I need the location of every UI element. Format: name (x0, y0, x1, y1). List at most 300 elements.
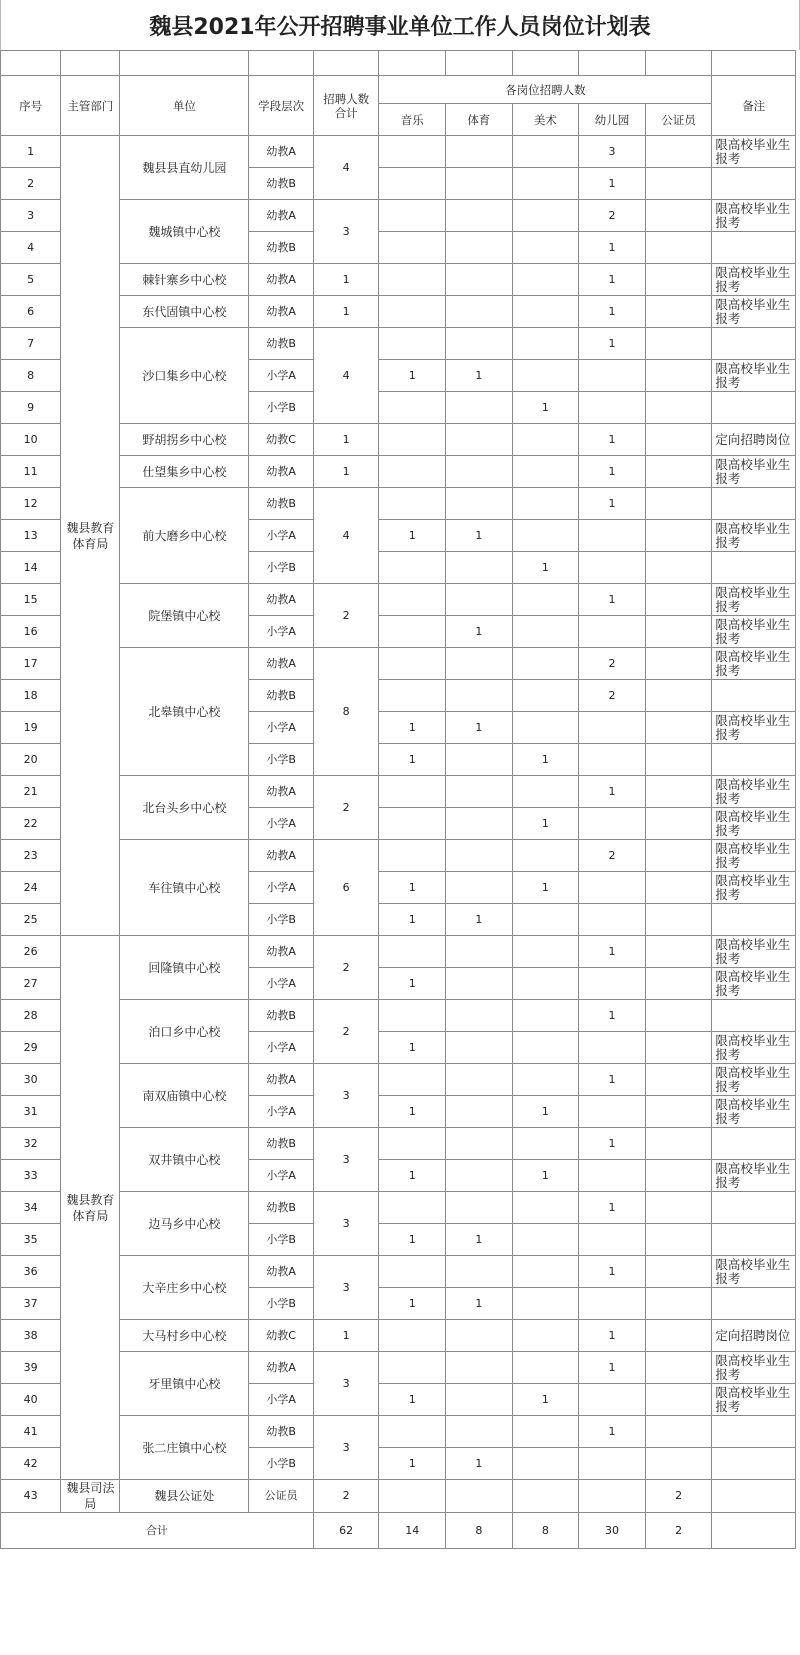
art-cell (512, 328, 579, 360)
notary-cell: 2 (645, 1480, 712, 1513)
unit-cell: 张二庄镇中心校 (120, 1416, 249, 1480)
seq-cell: 14 (1, 552, 61, 584)
total-art: 8 (512, 1513, 579, 1549)
notary-cell (645, 456, 712, 488)
total-music: 14 (379, 1513, 446, 1549)
level-cell: 小学B (249, 392, 313, 424)
art-cell (512, 1064, 579, 1096)
art-cell (512, 264, 579, 296)
total-cell: 4 (313, 488, 379, 584)
pe-cell (446, 200, 513, 232)
note-cell (712, 392, 796, 424)
music-cell (379, 840, 446, 872)
seq-cell: 39 (1, 1352, 61, 1384)
page-title: 魏县2021年公开招聘事业单位工作人员岗位计划表 (0, 0, 800, 50)
blank-cell (120, 51, 249, 76)
pe-cell: 1 (446, 1448, 513, 1480)
table-row (1, 648, 796, 680)
art-cell (512, 1320, 579, 1352)
kindergarten-cell (579, 1288, 646, 1320)
art-cell (512, 360, 579, 392)
level-cell: 幼教B (249, 1128, 313, 1160)
header-level: 学段层次 (249, 76, 313, 136)
unit-cell: 魏县公证处 (120, 1480, 249, 1513)
seq-cell: 10 (1, 424, 61, 456)
note-cell: 限高校毕业生报考 (712, 520, 796, 552)
music-cell: 1 (379, 1384, 446, 1416)
level-cell: 幼教A (249, 1352, 313, 1384)
seq-cell: 32 (1, 1128, 61, 1160)
kindergarten-cell (579, 520, 646, 552)
level-cell: 小学A (249, 520, 313, 552)
level-cell: 小学A (249, 616, 313, 648)
unit-cell: 南双庙镇中心校 (120, 1064, 249, 1128)
note-cell: 定向招聘岗位 (712, 424, 796, 456)
art-cell (512, 616, 579, 648)
music-cell: 1 (379, 712, 446, 744)
seq-cell: 28 (1, 1000, 61, 1032)
unit-cell: 魏城镇中心校 (120, 200, 249, 264)
music-cell (379, 680, 446, 712)
level-cell: 幼教A (249, 776, 313, 808)
music-cell (379, 1192, 446, 1224)
note-cell: 限高校毕业生报考 (712, 136, 796, 168)
note-cell (712, 1192, 796, 1224)
total-cell: 8 (313, 648, 379, 776)
kindergarten-cell: 2 (579, 200, 646, 232)
pe-cell (446, 1064, 513, 1096)
level-cell: 幼教B (249, 1416, 313, 1448)
music-cell: 1 (379, 968, 446, 1000)
note-cell (712, 552, 796, 584)
music-cell (379, 328, 446, 360)
notary-cell (645, 1256, 712, 1288)
unit-cell: 北皋镇中心校 (120, 648, 249, 776)
unit-cell: 前大磨乡中心校 (120, 488, 249, 584)
music-cell (379, 1416, 446, 1448)
notary-cell (645, 296, 712, 328)
seq-cell: 7 (1, 328, 61, 360)
note-cell: 限高校毕业生报考 (712, 1096, 796, 1128)
notary-cell (645, 168, 712, 200)
art-cell (512, 648, 579, 680)
seq-cell: 26 (1, 936, 61, 968)
level-cell: 幼教B (249, 680, 313, 712)
blank-cell (379, 51, 446, 76)
unit-cell: 野胡拐乡中心校 (120, 424, 249, 456)
level-cell: 幼教A (249, 1064, 313, 1096)
pe-cell (446, 552, 513, 584)
music-cell: 1 (379, 1096, 446, 1128)
notary-cell (645, 1416, 712, 1448)
unit-cell: 车往镇中心校 (120, 840, 249, 936)
notary-cell (645, 1288, 712, 1320)
level-cell: 幼教A (249, 200, 313, 232)
kindergarten-cell (579, 1096, 646, 1128)
header-pe: 体育 (446, 104, 513, 136)
art-cell (512, 232, 579, 264)
art-cell (512, 520, 579, 552)
art-cell (512, 1224, 579, 1256)
kindergarten-cell (579, 1160, 646, 1192)
unit-cell: 棘针寨乡中心校 (120, 264, 249, 296)
note-cell: 定向招聘岗位 (712, 1320, 796, 1352)
recruitment-plan-table (0, 50, 796, 1549)
header-music: 音乐 (379, 104, 446, 136)
notary-cell (645, 264, 712, 296)
kindergarten-cell: 1 (579, 1064, 646, 1096)
note-cell: 限高校毕业生报考 (712, 776, 796, 808)
pe-cell (446, 1128, 513, 1160)
total-cell: 2 (313, 936, 379, 1000)
header-note: 备注 (712, 76, 796, 136)
music-cell (379, 392, 446, 424)
level-cell: 幼教C (249, 424, 313, 456)
pe-cell (446, 840, 513, 872)
level-cell: 幼教A (249, 1256, 313, 1288)
kindergarten-cell (579, 712, 646, 744)
table-row (1, 840, 796, 872)
level-cell: 小学A (249, 1160, 313, 1192)
music-cell (379, 1064, 446, 1096)
music-cell (379, 552, 446, 584)
art-cell (512, 1192, 579, 1224)
art-cell (512, 1448, 579, 1480)
table-row (1, 200, 796, 232)
pe-cell (446, 488, 513, 520)
pe-cell (446, 264, 513, 296)
table-row (1, 296, 796, 328)
seq-cell: 15 (1, 584, 61, 616)
kindergarten-cell (579, 1224, 646, 1256)
total-cell: 2 (313, 776, 379, 840)
pe-cell (446, 584, 513, 616)
art-cell: 1 (512, 1384, 579, 1416)
note-cell (712, 904, 796, 936)
kindergarten-cell: 2 (579, 840, 646, 872)
pe-cell: 1 (446, 616, 513, 648)
total-notary: 2 (645, 1513, 712, 1549)
art-cell (512, 424, 579, 456)
music-cell: 1 (379, 360, 446, 392)
music-cell (379, 136, 446, 168)
pe-cell (446, 1416, 513, 1448)
seq-cell: 33 (1, 1160, 61, 1192)
kindergarten-cell: 1 (579, 264, 646, 296)
total-cell: 4 (313, 136, 379, 200)
total-cell: 1 (313, 264, 379, 296)
kindergarten-cell (579, 392, 646, 424)
kindergarten-cell: 2 (579, 648, 646, 680)
note-cell: 限高校毕业生报考 (712, 1160, 796, 1192)
seq-cell: 40 (1, 1384, 61, 1416)
note-cell (712, 488, 796, 520)
notary-cell (645, 968, 712, 1000)
kindergarten-cell: 1 (579, 584, 646, 616)
seq-cell: 24 (1, 872, 61, 904)
art-cell (512, 712, 579, 744)
music-cell: 1 (379, 1224, 446, 1256)
pe-cell: 1 (446, 520, 513, 552)
music-cell: 1 (379, 1288, 446, 1320)
unit-cell: 院堡镇中心校 (120, 584, 249, 648)
notary-cell (645, 200, 712, 232)
note-cell: 限高校毕业生报考 (712, 712, 796, 744)
header-position-group: 各岗位招聘人数 (379, 76, 712, 104)
pe-cell (446, 936, 513, 968)
unit-cell: 沙口集乡中心校 (120, 328, 249, 424)
note-cell: 限高校毕业生报考 (712, 808, 796, 840)
art-cell: 1 (512, 392, 579, 424)
level-cell: 幼教A (249, 840, 313, 872)
notary-cell (645, 936, 712, 968)
music-cell (379, 456, 446, 488)
seq-cell: 25 (1, 904, 61, 936)
note-cell (712, 328, 796, 360)
art-cell (512, 904, 579, 936)
level-cell: 幼教A (249, 584, 313, 616)
art-cell (512, 584, 579, 616)
kindergarten-cell (579, 904, 646, 936)
blank-row (1, 51, 796, 76)
pe-cell (446, 328, 513, 360)
total-note-blank (712, 1513, 796, 1549)
music-cell: 1 (379, 1448, 446, 1480)
table-row (1, 1416, 796, 1448)
level-cell: 幼教A (249, 648, 313, 680)
notary-cell (645, 392, 712, 424)
kindergarten-cell: 1 (579, 424, 646, 456)
level-cell: 幼教B (249, 1192, 313, 1224)
pe-cell (446, 168, 513, 200)
level-cell: 小学A (249, 872, 313, 904)
seq-cell: 2 (1, 168, 61, 200)
kindergarten-cell: 1 (579, 1128, 646, 1160)
seq-cell: 19 (1, 712, 61, 744)
notary-cell (645, 808, 712, 840)
kindergarten-cell: 1 (579, 328, 646, 360)
level-cell: 小学A (249, 968, 313, 1000)
total-cell: 4 (313, 328, 379, 424)
seq-cell: 35 (1, 1224, 61, 1256)
pe-cell: 1 (446, 1224, 513, 1256)
notary-cell (645, 552, 712, 584)
total-cell: 3 (313, 1256, 379, 1320)
art-cell (512, 1480, 579, 1513)
header-seq: 序号 (1, 76, 61, 136)
notary-cell (645, 1224, 712, 1256)
table-row (1, 584, 796, 616)
note-cell (712, 232, 796, 264)
level-cell: 幼教B (249, 488, 313, 520)
notary-cell (645, 776, 712, 808)
level-cell: 小学B (249, 552, 313, 584)
level-cell: 幼教B (249, 232, 313, 264)
notary-cell (645, 1000, 712, 1032)
kindergarten-cell: 1 (579, 1256, 646, 1288)
seq-cell: 29 (1, 1032, 61, 1064)
level-cell: 公证员 (249, 1480, 313, 1513)
pe-cell (446, 1256, 513, 1288)
pe-cell (446, 424, 513, 456)
notary-cell (645, 616, 712, 648)
unit-cell: 泊口乡中心校 (120, 1000, 249, 1064)
unit-cell: 回隆镇中心校 (120, 936, 249, 1000)
art-cell (512, 1128, 579, 1160)
music-cell (379, 808, 446, 840)
blank-cell (249, 51, 313, 76)
kindergarten-cell (579, 1384, 646, 1416)
art-cell: 1 (512, 1096, 579, 1128)
level-cell: 小学A (249, 1032, 313, 1064)
level-cell: 小学B (249, 1224, 313, 1256)
kindergarten-cell: 1 (579, 488, 646, 520)
art-cell (512, 200, 579, 232)
kindergarten-cell (579, 1032, 646, 1064)
art-cell (512, 296, 579, 328)
table-row (1, 488, 796, 520)
header-row (1, 76, 796, 104)
art-cell (512, 840, 579, 872)
art-cell (512, 776, 579, 808)
kindergarten-cell (579, 872, 646, 904)
seq-cell: 31 (1, 1096, 61, 1128)
level-cell: 小学B (249, 1448, 313, 1480)
art-cell (512, 1256, 579, 1288)
notary-cell (645, 424, 712, 456)
total-cell: 1 (313, 1320, 379, 1352)
blank-cell (512, 51, 579, 76)
note-cell: 限高校毕业生报考 (712, 648, 796, 680)
level-cell: 幼教A (249, 136, 313, 168)
music-cell (379, 1352, 446, 1384)
level-cell: 小学B (249, 1288, 313, 1320)
kindergarten-cell (579, 744, 646, 776)
music-cell: 1 (379, 1160, 446, 1192)
seq-cell: 9 (1, 392, 61, 424)
kindergarten-cell (579, 968, 646, 1000)
art-cell (512, 1032, 579, 1064)
note-cell (712, 680, 796, 712)
level-cell: 幼教B (249, 328, 313, 360)
header-art: 美术 (512, 104, 579, 136)
art-cell (512, 1288, 579, 1320)
pe-cell (446, 296, 513, 328)
seq-cell: 21 (1, 776, 61, 808)
notary-cell (645, 1032, 712, 1064)
art-cell: 1 (512, 808, 579, 840)
seq-cell: 41 (1, 1416, 61, 1448)
seq-cell: 18 (1, 680, 61, 712)
kindergarten-cell (579, 1448, 646, 1480)
unit-cell: 大马村乡中心校 (120, 1320, 249, 1352)
notary-cell (645, 744, 712, 776)
total-cell: 3 (313, 1192, 379, 1256)
table-row (1, 1000, 796, 1032)
note-cell: 限高校毕业生报考 (712, 360, 796, 392)
pe-cell (446, 392, 513, 424)
note-cell: 限高校毕业生报考 (712, 456, 796, 488)
kindergarten-cell: 1 (579, 936, 646, 968)
notary-cell (645, 1064, 712, 1096)
total-cell: 2 (313, 1000, 379, 1064)
notary-cell (645, 1448, 712, 1480)
pe-cell (446, 680, 513, 712)
table-row (1, 1192, 796, 1224)
kindergarten-cell: 1 (579, 1320, 646, 1352)
unit-cell: 边马乡中心校 (120, 1192, 249, 1256)
level-cell: 小学A (249, 808, 313, 840)
pe-cell (446, 1032, 513, 1064)
unit-cell: 仕望集乡中心校 (120, 456, 249, 488)
note-cell: 限高校毕业生报考 (712, 616, 796, 648)
music-cell: 1 (379, 1032, 446, 1064)
pe-cell (446, 1160, 513, 1192)
total-cell: 3 (313, 1352, 379, 1416)
note-cell: 限高校毕业生报考 (712, 264, 796, 296)
total-cell: 6 (313, 840, 379, 936)
notary-cell (645, 1352, 712, 1384)
kindergarten-cell: 1 (579, 168, 646, 200)
pe-cell (446, 744, 513, 776)
kindergarten-cell: 1 (579, 1416, 646, 1448)
note-cell (712, 1128, 796, 1160)
note-cell (712, 1480, 796, 1513)
table-row (1, 264, 796, 296)
notary-cell (645, 584, 712, 616)
unit-cell: 牙里镇中心校 (120, 1352, 249, 1416)
music-cell (379, 200, 446, 232)
notary-cell (645, 328, 712, 360)
music-cell (379, 424, 446, 456)
unit-cell: 北台头乡中心校 (120, 776, 249, 840)
total-cell: 3 (313, 200, 379, 264)
music-cell (379, 1320, 446, 1352)
header-unit: 单位 (120, 76, 249, 136)
note-cell: 限高校毕业生报考 (712, 840, 796, 872)
table-row (1, 1128, 796, 1160)
notary-cell (645, 1096, 712, 1128)
note-cell: 限高校毕业生报考 (712, 1256, 796, 1288)
note-cell: 限高校毕业生报考 (712, 296, 796, 328)
pe-cell (446, 1320, 513, 1352)
music-cell (379, 1000, 446, 1032)
total-cell: 3 (313, 1416, 379, 1480)
level-cell: 小学B (249, 744, 313, 776)
dept-cell: 魏县司法局 (61, 1480, 120, 1513)
note-cell (712, 744, 796, 776)
music-cell (379, 232, 446, 264)
music-cell (379, 616, 446, 648)
total-cell: 3 (313, 1128, 379, 1192)
total-cell: 2 (313, 1480, 379, 1513)
music-cell: 1 (379, 904, 446, 936)
unit-cell: 双井镇中心校 (120, 1128, 249, 1192)
pe-cell (446, 1480, 513, 1513)
total-cell: 3 (313, 1064, 379, 1128)
pe-cell (446, 1096, 513, 1128)
notary-cell (645, 1384, 712, 1416)
total-row (1, 1513, 796, 1549)
notary-cell (645, 1160, 712, 1192)
level-cell: 幼教A (249, 936, 313, 968)
seq-cell: 3 (1, 200, 61, 232)
seq-cell: 17 (1, 648, 61, 680)
note-cell (712, 168, 796, 200)
pe-cell (446, 456, 513, 488)
note-cell: 限高校毕业生报考 (712, 1384, 796, 1416)
blank-cell (579, 51, 646, 76)
